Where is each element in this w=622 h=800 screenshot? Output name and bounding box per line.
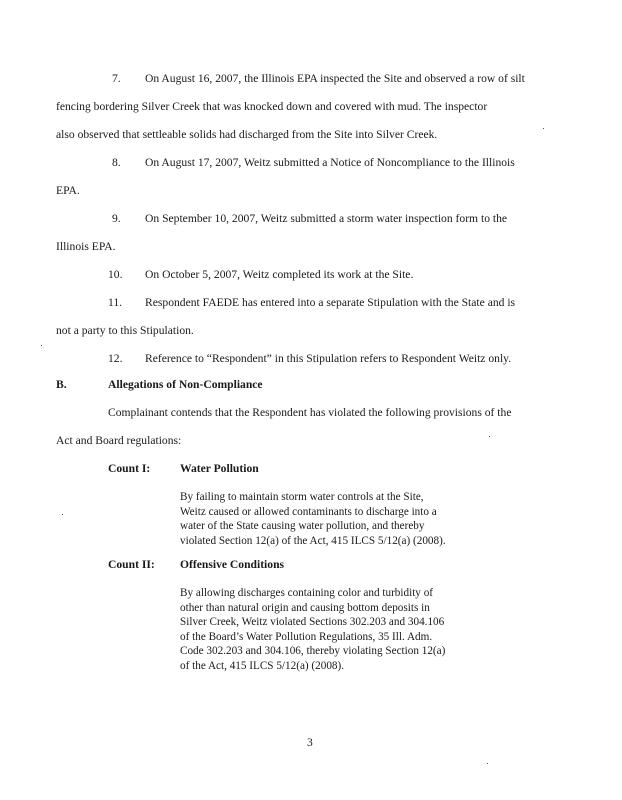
- scan-speck: [41, 345, 42, 346]
- count-body-line: By allowing discharges containing color and turbidity of: [180, 587, 434, 599]
- count-body-line: By failing to maintain storm water controls at the Site,: [180, 491, 424, 503]
- item-number: 8.: [112, 156, 121, 169]
- item-text-cont: fencing bordering Silver Creek that was knocked down and covered with mud. The inspector: [56, 100, 488, 113]
- intro-text: Complainant contends that the Respondent has violated the following provisions of the: [108, 406, 512, 419]
- item-text: On August 17, 2007, Weitz submitted a Notice of Noncompliance to the Illinois: [145, 156, 515, 169]
- item-text-cont: EPA.: [56, 184, 80, 197]
- item-number: 11.: [108, 296, 123, 309]
- item-text: On August 16, 2007, the Illinois EPA inspected the Site and observed a row of silt: [145, 72, 525, 85]
- count-body-line: Weitz caused or allowed contaminants to discharge into a: [180, 505, 437, 518]
- item-number: 10.: [108, 268, 123, 281]
- item-text: Reference to “Respondent” in this Stipulation refers to Respondent Weitz only.: [145, 352, 512, 365]
- count-body: [180, 586, 480, 674]
- intro-text-cont: Act and Board regulations:: [56, 434, 182, 447]
- count-label: Count II:: [108, 558, 155, 571]
- item-number: 12.: [108, 352, 123, 365]
- item-text-cont: also observed that settleable solids had discharged from the Site into Silver Creek.: [56, 128, 438, 141]
- item-text: On September 10, 2007, Weitz submitted a storm water inspection form to the: [145, 212, 508, 225]
- item-number: 9.: [112, 212, 121, 225]
- count-label: Count I:: [108, 462, 151, 475]
- section-letter: B.: [56, 378, 67, 391]
- item-text: Respondent FAEDE has entered into a separate Stipulation with the State and is: [145, 296, 516, 309]
- page-number: 3: [307, 736, 313, 749]
- count-body-line: Code 302.203 and 304.106, thereby violating Section 12(a): [180, 645, 446, 658]
- section-title: Allegations of Non-Compliance: [108, 378, 263, 391]
- scan-speck: [487, 763, 488, 764]
- item-text-cont: Illinois EPA.: [56, 240, 116, 253]
- scan-speck: [489, 436, 490, 437]
- count-body-line: other than natural origin and causing bottom deposits in: [180, 601, 430, 614]
- count-title: Offensive Conditions: [180, 558, 285, 571]
- item-text-cont: not a party to this Stipulation.: [56, 324, 194, 337]
- item-number: 7.: [112, 72, 121, 85]
- count-body-line: violated Section 12(a) of the Act, 415 ILCS 5/12(a) (2008).: [180, 534, 446, 547]
- scan-speck: [543, 128, 544, 129]
- item-text: On October 5, 2007, Weitz completed its work at the Site.: [145, 268, 414, 281]
- count-body: [180, 490, 480, 548]
- count-body-line: Silver Creek, Weitz violated Sections 302.203 and 304.106: [180, 616, 445, 629]
- count-body-line: of the Board’s Water Pollution Regulations, 35 Ill. Adm.: [180, 630, 433, 643]
- count-title: Water Pollution: [180, 462, 259, 475]
- scan-speck: [62, 514, 63, 515]
- count-body-line: water of the State causing water pollution, and thereby: [180, 520, 425, 533]
- count-body-line: of the Act, 415 ILCS 5/12(a) (2008).: [180, 659, 345, 672]
